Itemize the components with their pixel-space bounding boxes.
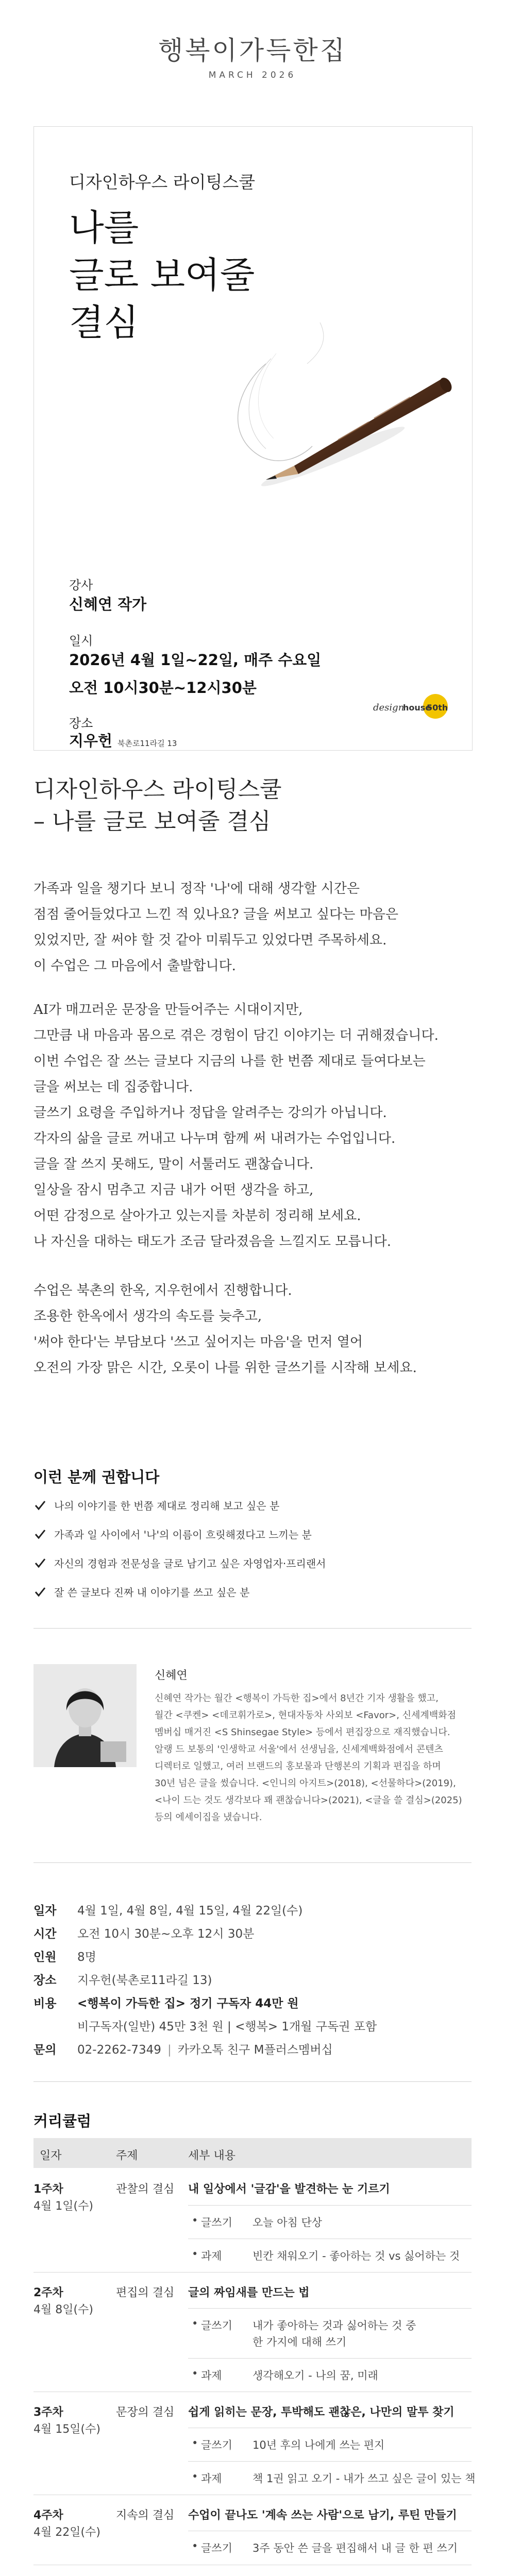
row-type: 글쓰기 bbox=[201, 2319, 232, 2332]
info-key: 비용 bbox=[33, 1997, 57, 2010]
text-line: 각자의 삶을 글로 꺼내고 나누며 함께 써 내려가는 수업입니다. bbox=[33, 1131, 396, 1146]
date-label: 일시 bbox=[69, 634, 93, 648]
recommend-item bbox=[33, 1584, 249, 1599]
article-headline bbox=[33, 774, 472, 838]
instructor-label: 강사 bbox=[69, 578, 93, 592]
recommend-item bbox=[33, 1555, 326, 1570]
event-poster bbox=[33, 126, 473, 751]
week-theme: 문장의 결심 bbox=[116, 2406, 175, 2419]
bio-line: 등의 에세이집을 냈습니다. bbox=[155, 1812, 262, 1823]
instructor-photo bbox=[33, 1664, 137, 1767]
week-label: 4주차 bbox=[33, 2509, 63, 2522]
info-key: 문의 bbox=[33, 2043, 57, 2057]
col-header-date: 일자 bbox=[40, 2149, 62, 2162]
divider bbox=[33, 2081, 472, 2082]
bullet: • bbox=[192, 2540, 198, 2552]
separator: | bbox=[167, 2043, 172, 2057]
contact-phone[interactable]: 02-2262-7349 bbox=[77, 2043, 161, 2057]
text-line: 글을 잘 쓰지 못해도, 말이 서툴러도 괜찮습니다. bbox=[33, 1157, 314, 1172]
text-line: 조용한 한옥에서 생각의 속도를 늦추고, bbox=[33, 1309, 262, 1324]
time-line: 오전 10시30분~12시30분 bbox=[69, 679, 257, 697]
bio-line: 신혜연 작가는 월간 <행복이 가득한 집>에서 8년간 기자 생활을 했고, bbox=[155, 1693, 439, 1704]
text-line: 그만큼 내 마음과 몸으로 겪은 경험이 담긴 이야기는 더 귀해졌습니다. bbox=[33, 1028, 439, 1043]
recommend-item bbox=[33, 1498, 279, 1513]
poster-title-line: 글로 보여줄 bbox=[69, 254, 255, 296]
row-type: 과제 bbox=[201, 2369, 222, 2382]
text-line: '써야 한다'는 부담보다 '쓰고 싶어지는 마음'을 먼저 열어 bbox=[33, 1334, 363, 1350]
row-divider bbox=[188, 2308, 472, 2309]
week-theme: 관찰의 결심 bbox=[116, 2183, 175, 2196]
pencil-illustration bbox=[204, 302, 462, 544]
instructor-name: 신혜연 bbox=[155, 1669, 188, 1682]
week-label: 2주차 bbox=[33, 2286, 63, 2299]
row-detail: 책 1권 읽고 오기 - 내가 쓰고 싶은 글이 있는 책 bbox=[252, 2472, 476, 2485]
text-line: 오전의 가장 맑은 시간, 오롯이 나를 위한 글쓰기를 시작해 보세요. bbox=[33, 1360, 417, 1376]
date-line: 2026년 4월 1일~22일, 매주 수요일 bbox=[69, 651, 322, 669]
logo-text-design: design bbox=[373, 702, 405, 713]
text-line: 수업은 북촌의 한옥, 지우헌에서 진행합니다. bbox=[33, 1283, 292, 1298]
recommend-item-text: 잘 쓴 글보다 진짜 내 이야기를 쓰고 싶은 분 bbox=[54, 1586, 250, 1599]
week-theme: 지속의 결심 bbox=[116, 2509, 175, 2522]
headline-line: 디자인하우스 라이팅스쿨 bbox=[33, 776, 282, 803]
week-main-topic: 수업이 끝나도 '계속 쓰는 사람'으로 남기, 루틴 만들기 bbox=[188, 2509, 457, 2522]
text-line: 일상을 잠시 멈추고 지금 내가 어떤 생각을 하고, bbox=[33, 1182, 314, 1198]
row-divider bbox=[188, 2358, 472, 2359]
row-type: 글쓰기 bbox=[201, 2439, 232, 2451]
check-icon bbox=[33, 1499, 47, 1512]
bio-line: 디렉터로 일했고, 여러 브랜드의 홍보물과 단행본의 기획과 편집을 하며 bbox=[155, 1761, 441, 1772]
text-line: 어떤 감정으로 살아가고 있는지를 차분히 정리해 보세요. bbox=[33, 1208, 361, 1224]
bullet: • bbox=[192, 2214, 198, 2227]
text-line: 나 자신을 대하는 태도가 조금 달라졌음을 느낄지도 모릅니다. bbox=[33, 1234, 392, 1249]
col-header-theme: 주제 bbox=[116, 2149, 138, 2162]
bullet: • bbox=[192, 2317, 198, 2330]
row-divider bbox=[188, 2205, 472, 2206]
info-key: 장소 bbox=[33, 1974, 57, 1987]
place-line bbox=[69, 730, 177, 751]
bio-line: <나이 드는 것도 생각보다 꽤 괜찮습니다>(2021), <글을 쓸 결심>(2025) bbox=[155, 1795, 462, 1806]
info-value: 오전 10시 30분~오후 12시 30분 bbox=[77, 1927, 255, 1941]
info-value bbox=[77, 2040, 333, 2057]
magazine-brand: 행복이가득한집 bbox=[158, 36, 347, 65]
week-label: 3주차 bbox=[33, 2406, 63, 2419]
text-line: 가족과 일을 챙기다 보니 정작 '나'에 대해 생각할 시간은 bbox=[33, 881, 360, 896]
row-detail: 10년 후의 나에게 쓰는 편지 bbox=[252, 2439, 385, 2451]
divider bbox=[33, 1628, 472, 1629]
text-line: 이 수업은 그 마음에서 출발합니다. bbox=[33, 958, 236, 974]
intro-paragraph-1 bbox=[33, 876, 477, 979]
bullet: • bbox=[192, 2248, 198, 2260]
week-main-topic: 글의 짜임새를 만드는 법 bbox=[188, 2286, 310, 2299]
text-line: 글쓰기 요령을 주입하거나 정답을 알려주는 강의가 아닙니다. bbox=[33, 1105, 387, 1121]
info-key: 시간 bbox=[33, 1927, 57, 1941]
week-date: 4월 8일(수) bbox=[33, 2303, 93, 2316]
row-type: 글쓰기 bbox=[201, 2216, 232, 2229]
info-value: 지우헌(북촌로11라길 13) bbox=[77, 1974, 212, 1987]
intro-paragraph-2 bbox=[33, 997, 477, 1255]
info-key: 인원 bbox=[33, 1951, 57, 1964]
issue-date: MARCH 2026 bbox=[208, 70, 297, 80]
col-header-detail: 세부 내용 bbox=[188, 2149, 236, 2162]
place-address: 북촌로11라길 13 bbox=[117, 739, 177, 748]
bio-line: 멤버십 매거진 <S Shinsegae Style> 등에서 편집장으로 재직했습니다. bbox=[155, 1727, 450, 1738]
bullet: • bbox=[192, 2437, 198, 2449]
row-type: 글쓰기 bbox=[201, 2542, 232, 2554]
masthead bbox=[0, 0, 505, 108]
intro-paragraph-3 bbox=[33, 1278, 477, 1381]
info-key: 일자 bbox=[33, 1904, 57, 1918]
week-main-topic: 쉽게 읽히는 문장, 투박해도 괜찮은, 나만의 말투 찾기 bbox=[188, 2406, 454, 2419]
week-date: 4월 15일(수) bbox=[33, 2423, 100, 2436]
bio-line: 30년 넘은 글을 썼습니다. <인니의 아지트>(2018), <선물하다>(2019), bbox=[155, 1778, 456, 1789]
info-value-secondary: 비구독자(일반) 45만 3천 원 | <행복> 1개월 구독권 포함 bbox=[77, 2020, 377, 2033]
row-detail: 오늘 아침 단상 bbox=[252, 2216, 323, 2229]
info-value: 8명 bbox=[77, 1951, 96, 1964]
row-type: 과제 bbox=[201, 2472, 222, 2485]
curriculum-title: 커리큘럼 bbox=[33, 2112, 92, 2130]
info-value: <행복이 가득한 집> 정기 구독자 44만 원 bbox=[77, 1997, 299, 2010]
info-value: 4월 1일, 4월 8일, 4월 15일, 4월 22일(수) bbox=[77, 1904, 303, 1918]
recommend-item-text: 가족과 일 사이에서 '나'의 이름이 흐릿해졌다고 느끼는 분 bbox=[54, 1529, 312, 1541]
week-divider bbox=[33, 2272, 472, 2273]
curriculum-table-header bbox=[33, 2138, 472, 2168]
logo-text-50th: 50th bbox=[427, 703, 448, 713]
week-date: 4월 1일(수) bbox=[33, 2200, 93, 2213]
check-icon bbox=[33, 1585, 47, 1599]
recommend-item-text: 나의 이야기를 한 번쯤 제대로 정리해 보고 싶은 분 bbox=[54, 1500, 280, 1512]
week-label: 1주차 bbox=[33, 2183, 63, 2196]
designhouse-50th-logo bbox=[371, 691, 448, 722]
place-label: 장소 bbox=[69, 716, 93, 731]
instructor-bio bbox=[155, 1690, 484, 1826]
row-detail: 빈칸 채워오기 - 좋아하는 것 vs 싫어하는 것 bbox=[252, 2250, 460, 2262]
text-line: 있었지만, 잘 써야 할 것 같아 미뤄두고 있었다면 주목하세요. bbox=[33, 933, 387, 948]
row-divider bbox=[188, 2461, 472, 2462]
recommend-item bbox=[33, 1527, 312, 1541]
bio-line: 월간 <쿠켄> <데코휘가로>, 현대자동차 사외보 <Favor>, 신세계백화점 bbox=[155, 1710, 456, 1721]
poster-title-line: 결심 bbox=[69, 301, 139, 344]
row-type: 과제 bbox=[201, 2250, 222, 2262]
recommend-item-text: 자신의 경험과 전문성을 글로 남기고 싶은 자영업자·프리랜서 bbox=[54, 1557, 326, 1570]
check-icon bbox=[33, 1528, 47, 1541]
row-detail: 내가 좋아하는 것과 싫어하는 것 중 bbox=[252, 2319, 416, 2332]
check-icon bbox=[33, 1556, 47, 1570]
headline-line: – 나를 글로 보여줄 결심 bbox=[33, 808, 271, 835]
text-line: AI가 매끄러운 문장을 만들어주는 시대이지만, bbox=[33, 1002, 303, 1018]
row-detail: 3주 동안 쓴 글을 편집해서 내 글 한 편 쓰기 bbox=[252, 2542, 458, 2554]
bullet: • bbox=[192, 2367, 198, 2380]
row-detail: 생각해오기 - 나의 꿈, 미래 bbox=[252, 2369, 378, 2382]
week-theme: 편집의 결심 bbox=[116, 2286, 175, 2299]
place-name: 지우헌 bbox=[69, 732, 113, 750]
contact-kakao[interactable]: 카카오톡 친구 M플러스멤버십 bbox=[177, 2043, 333, 2057]
poster-title-line: 나를 bbox=[69, 207, 139, 249]
logo-text-house: house bbox=[403, 703, 431, 713]
instructor-name: 신혜연 작가 bbox=[69, 596, 147, 613]
bio-line: 알랭 드 보통의 '인생학교 서울'에서 선생님을, 신세계백화점에서 콘텐츠 bbox=[155, 1744, 443, 1755]
text-line: 점점 줄어들었다고 느낀 적 있나요? 글을 써보고 싶다는 마음은 bbox=[33, 907, 398, 922]
poster-kicker: 디자인하우스 라이팅스쿨 bbox=[69, 172, 256, 192]
week-main-topic: 내 일상에서 '글감'을 발견하는 눈 기르기 bbox=[188, 2183, 390, 2196]
row-detail: 한 가지에 대해 쓰기 bbox=[252, 2336, 347, 2348]
divider bbox=[33, 1862, 472, 1863]
text-line: 이번 수업은 잘 쓰는 글보다 지금의 나를 한 번쯤 제대로 들여다보는 bbox=[33, 1054, 426, 1069]
text-line: 글을 써보는 데 집중합니다. bbox=[33, 1079, 193, 1095]
bullet: • bbox=[192, 2470, 198, 2483]
week-date: 4월 22일(수) bbox=[33, 2526, 100, 2539]
recommend-title: 이런 분께 권합니다 bbox=[33, 1468, 160, 1486]
